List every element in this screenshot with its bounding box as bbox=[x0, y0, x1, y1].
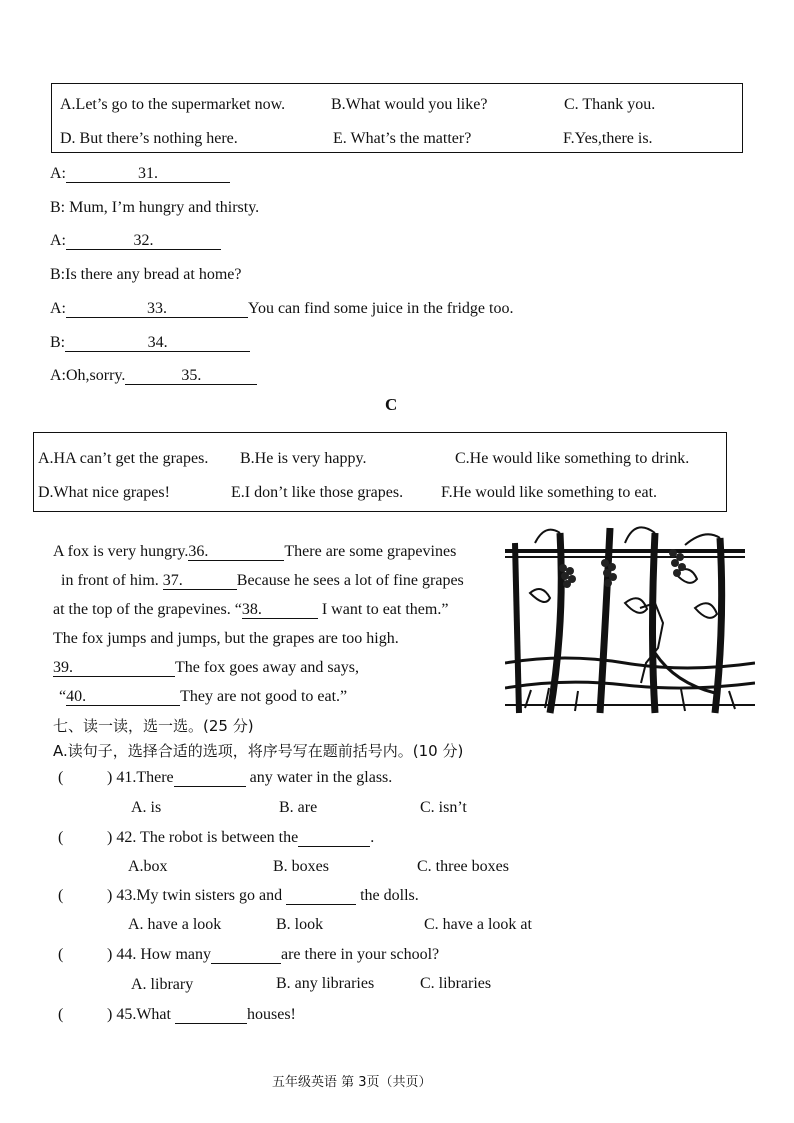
dialogue-line-b1 bbox=[50, 199, 259, 217]
answer-blank-39[interactable]: 39. bbox=[53, 660, 175, 677]
speaker-label: B: bbox=[50, 266, 66, 283]
dialogue-line-32 bbox=[50, 232, 221, 250]
option-c-f: F.He would like something to eat. bbox=[441, 484, 658, 501]
answer-blank-31[interactable]: 31. bbox=[66, 166, 230, 183]
speaker-label: B: bbox=[50, 199, 66, 216]
q43-option-b: B. look bbox=[276, 916, 324, 933]
answer-blank-36[interactable]: 36. bbox=[188, 544, 284, 561]
fill-blank-41[interactable] bbox=[174, 770, 246, 787]
speaker-label: A: bbox=[50, 165, 66, 182]
speaker-label: A: bbox=[50, 232, 66, 249]
q41-option-c: C. isn’t bbox=[420, 799, 467, 816]
option-b-a: A.Let’s go to the supermarket now. bbox=[60, 96, 286, 113]
dialogue-text: Oh,sorry. bbox=[66, 367, 126, 384]
section-c-heading: C bbox=[385, 395, 398, 414]
passage-line-1: A fox is very hungry.36. There are some grapevines bbox=[53, 543, 457, 560]
question-41: ) 41.There any water in the glass. bbox=[107, 769, 393, 786]
option-c-e: E.I don’t like those grapes. bbox=[231, 484, 404, 501]
option-c-c: C.He would like something to drink. bbox=[455, 450, 690, 467]
answer-paren-45[interactable]: ( bbox=[58, 1006, 64, 1023]
fill-blank-44[interactable] bbox=[211, 947, 281, 964]
passage-line-2: in front of him. 37. Because he sees a lot of fine grapes bbox=[61, 572, 464, 589]
section7-part-a: A.读句子，选择合适的选项，将序号写在题前括号内。(10 分) bbox=[53, 742, 464, 760]
answer-paren-43[interactable]: ( bbox=[58, 887, 64, 904]
answer-blank-32[interactable]: 32. bbox=[66, 233, 221, 250]
passage-line-3: at the top of the grapevines. “38. I want to eat them.” bbox=[53, 601, 449, 618]
dialogue-text: Is there any bread at home? bbox=[65, 266, 242, 283]
fox-grapes-illustration bbox=[505, 513, 755, 718]
fill-blank-42[interactable] bbox=[298, 830, 370, 847]
dialogue-line-35 bbox=[50, 367, 257, 385]
answer-blank-38[interactable]: 38. bbox=[242, 602, 318, 619]
question-43: ) 43.My twin sisters go and the dolls. bbox=[107, 887, 419, 904]
speaker-label: A: bbox=[50, 300, 66, 317]
question-45: ) 45.What houses! bbox=[107, 1006, 296, 1023]
q41-option-a: A. is bbox=[131, 799, 162, 816]
answer-paren-41[interactable]: ( bbox=[58, 769, 64, 786]
dialogue-line-31 bbox=[50, 165, 230, 183]
dialogue-line-b2 bbox=[50, 266, 241, 284]
page-footer: 五年级英语 第 3页（共页） bbox=[272, 1075, 432, 1090]
answer-paren-44[interactable]: ( bbox=[58, 946, 64, 963]
answer-blank-40[interactable]: 40. bbox=[66, 689, 180, 706]
passage-line-4: The fox jumps and jumps, but the grapes are too high. bbox=[53, 630, 399, 647]
section7-title: 七、读一读，选一选。(25 分) bbox=[53, 717, 254, 735]
q43-option-c: C. have a look at bbox=[424, 916, 532, 933]
option-c-b: B.He is very happy. bbox=[240, 450, 367, 467]
answer-paren-42[interactable]: ( bbox=[58, 829, 64, 846]
option-c-d: D.What nice grapes! bbox=[38, 484, 170, 501]
q42-option-c: C. three boxes bbox=[417, 858, 509, 875]
passage-line-5: 39. The fox goes away and says, bbox=[53, 659, 359, 676]
q44-option-a: A. library bbox=[131, 976, 194, 993]
answer-blank-34[interactable]: 34. bbox=[65, 335, 250, 352]
fill-blank-43[interactable] bbox=[286, 888, 356, 905]
answer-blank-35[interactable]: 35. bbox=[125, 368, 257, 385]
question-42: ) 42. The robot is between the . bbox=[107, 829, 375, 846]
option-b-b: B.What would you like? bbox=[331, 96, 488, 113]
q42-option-b: B. boxes bbox=[273, 858, 329, 875]
option-c-a: A.HA can’t get the grapes. bbox=[38, 450, 209, 467]
question-44: ) 44. How many are there in your school? bbox=[107, 946, 440, 963]
passage-line-6: “40. They are not good to eat.” bbox=[59, 688, 348, 705]
q41-option-b: B. are bbox=[279, 799, 318, 816]
dialogue-line-34 bbox=[50, 334, 250, 352]
option-b-c: C. Thank you. bbox=[564, 96, 656, 113]
dialogue-text: You can find some juice in the fridge too. bbox=[248, 300, 514, 317]
dialogue-line-33 bbox=[50, 300, 513, 318]
speaker-label: B: bbox=[50, 334, 66, 351]
answer-blank-37[interactable]: 37. bbox=[163, 573, 237, 590]
q42-option-a: A.box bbox=[128, 858, 168, 875]
answer-blank-33[interactable]: 33. bbox=[66, 301, 248, 318]
q44-option-c: C. libraries bbox=[420, 975, 492, 992]
q44-option-b: B. any libraries bbox=[276, 975, 375, 992]
q43-option-a: A. have a look bbox=[128, 916, 222, 933]
dialogue-text: Mum, I’m hungry and thirsty. bbox=[69, 199, 260, 216]
option-b-e: E. What’s the matter? bbox=[333, 130, 472, 147]
option-b-f: F.Yes,there is. bbox=[563, 130, 653, 147]
speaker-label: A: bbox=[50, 367, 66, 384]
option-b-d: D. But there’s nothing here. bbox=[60, 130, 238, 147]
fill-blank-45[interactable] bbox=[175, 1007, 247, 1024]
